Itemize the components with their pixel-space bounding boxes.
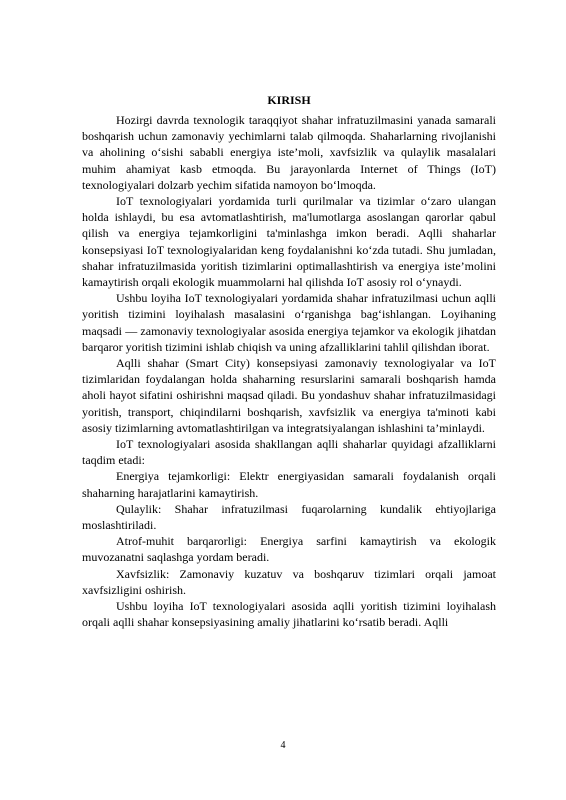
paragraph-environment: Atrof-muhit barqarorligi: Energiya sarfini kamaytirish va ekologik muvozanatni saqlashga yordam beradi. — [82, 534, 496, 565]
paragraph-iot: IoT texnologiyalari yordamida turli qurilmalar va tizimlar o‘zaro ulangan holda ishlaydi, bu esa avtomatlashtirish, ma'lumotlarga asoslangan qarorlar qabul qilish va energiya tejamkorligini ta'minlashga imkon beradi. Aqlli shaharlar konsepsiyasi IoT texnologiyalaridan keng foydalanishni ko‘zda tutadi. Shu jumladan, shahar infratuzilmasida yoritish tizimlarini optimallashtirish va energiya iste’molini kamaytirish orqali ekologik muammolarni hal qilishda IoT asosiy rol o‘ynaydi. — [82, 194, 496, 290]
paragraph-intro: Hozirgi davrda texnologik taraqqiyot shahar infratuzilmasini yanada samarali boshqarish uchun zamonaviy yechimlarni talab qilmoqda. Shaharlarning rivojlanishi va aholining o‘sishi sababli energiya iste’moli, xavfsizlik va qulaylik masalalari muhim ahamiyat kasb etmoqda. Bu jarayonlarda Internet of Things (IoT) texnologiyalari dolzarb yechim sifatida namoyon bo‘lmoqda. — [82, 113, 496, 192]
paragraph-convenience: Qulaylik: Shahar infratuzilmasi fuqarolarning kundalik ehtiyojlariga moslashtiriladi. — [82, 501, 496, 533]
document-page — [82, 92, 496, 631]
section-heading: KIRISH — [267, 93, 311, 107]
paragraph-security: Xavfsizlik: Zamonaviy kuzatuv va boshqaruv tizimlari orqali jamoat xavfsizligini oshirish. — [82, 566, 496, 597]
paragraph-conclusion: Ushbu loyiha IoT texnologiyalari asosida aqlli yoritish tizimini loyihalash orqali aqlli shahar konsepsiyasining amaliy jihatlarini ko‘rsatib beradi. Aqlli — [82, 599, 496, 630]
paragraph-advantages-intro: IoT texnologiyalari asosida shakllangan aqlli shaharlar quyidagi afzalliklarni taqdim etadi: — [82, 437, 496, 468]
page-number: 4 — [280, 740, 286, 751]
paragraph-energy-efficiency: Energiya tejamkorligi: Elektr energiyasidan samarali foydalanish orqali shaharning harajatlarini kamaytirish. — [82, 469, 496, 500]
paragraph-project: Ushbu loyiha IoT texnologiyalari yordamida shahar infratuzilmasi uchun aqlli yoritish tizimini loyihalash masalasini o‘rganishga bag‘ishlangan. Loyihaning maqsadi — zamonaviy texnologiyalar asosida energiya tejamkor va ekologik jihatdan barqaror yoritish tizimini ishlab chiqish va uning afzalliklarini tahlil qilishdan iborat. — [82, 291, 496, 354]
paragraph-smart-city: Aqlli shahar (Smart City) konsepsiyasi zamonaviy texnologiyalar va IoT tizimlaridan foydalangan holda shaharning resurslarini samarali boshqarish hamda aholi hayot sifatini oshirishni maqsad qiladi. Bu yondashuv shahar infratuzilmasidagi yoritish, transport, chiqindilarni boshqarish, xavfsizlik va energiya ta'minoti kabi asosiy tizimlarning avtomatlashtirilgan va integratsiyalangan ishlashini ta’minlaydi. — [82, 356, 496, 435]
